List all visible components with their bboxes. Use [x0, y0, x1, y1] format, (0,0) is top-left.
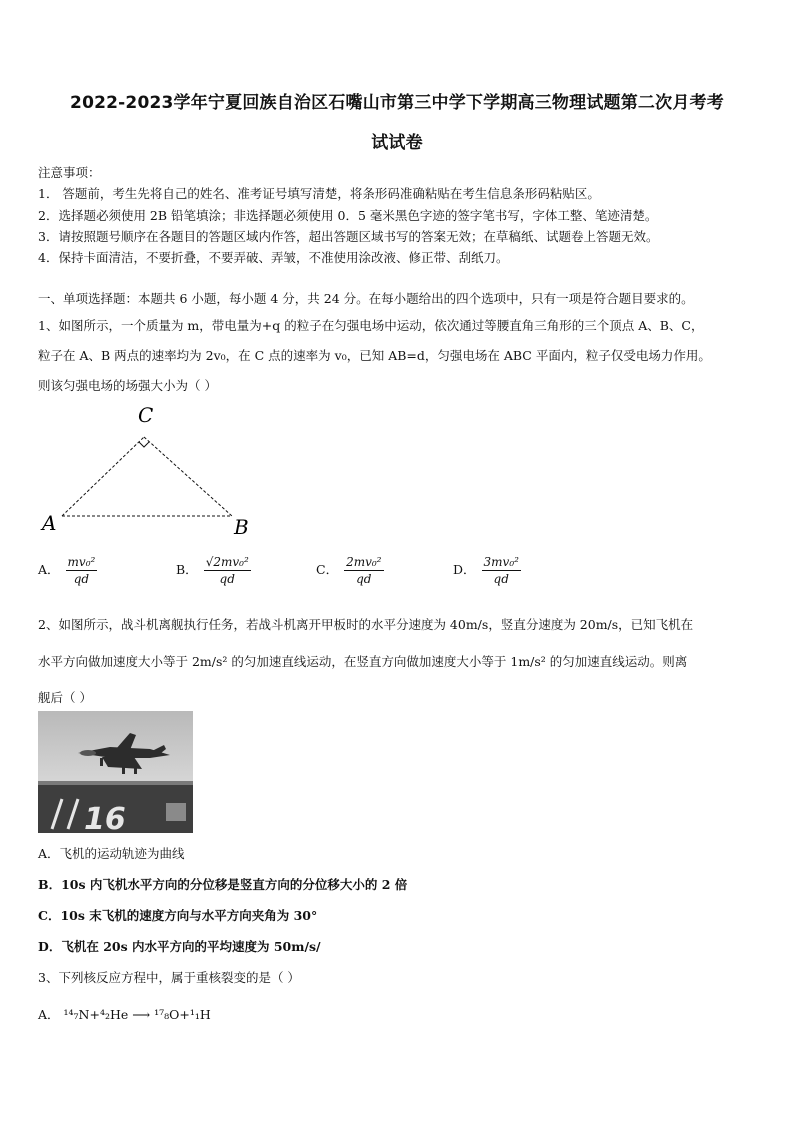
deck-number: 16 — [84, 802, 126, 833]
notice-item-2: 2．选择题必须使用 2B 铅笔填涂；非选择题必须使用 0．5 毫米黑色字迹的签字笔书写，字体工整、笔迹清楚。 — [38, 208, 658, 223]
q2-option-a[interactable]: A．飞机的运动轨迹为曲线 — [38, 846, 185, 861]
q1-option-a-fraction — [66, 555, 98, 586]
notice-heading: 注意事项： — [38, 165, 101, 180]
right-angle-mark — [139, 442, 149, 447]
q1-option-a[interactable] — [38, 555, 97, 586]
q1-option-c-den: qd — [356, 572, 372, 586]
q1-text-line3: 则该匀强电场的场强大小为（ ） — [38, 378, 217, 393]
q1-option-a-num: mv₀² — [67, 555, 96, 569]
q2-text-line1: 2、如图所示，战斗机离舰执行任务，若战斗机离开甲板时的水平分速度为 40m/s，竖直分速度为 20m/s，已知飞机在 — [38, 617, 694, 632]
q1-option-c-num: 2mv₀² — [346, 555, 382, 569]
q1-option-b-den: qd — [219, 572, 235, 586]
q2-option-c[interactable]: C．10s 末飞机的速度方向与水平方向夹角为 30° — [38, 908, 318, 923]
notice-item-1: 1． 答题前，考生先将自己的姓名、准考证号填写清楚，将条形码准确粘贴在考生信息条形码粘贴区。 — [38, 186, 600, 201]
notice-item-4: 4．保持卡面清洁，不要折叠，不要弄破、弄皱，不准使用涂改液、修正带、刮纸刀。 — [38, 250, 509, 265]
q1-option-b[interactable] — [176, 555, 251, 586]
q1-option-d-num: 3mv₀² — [483, 555, 519, 569]
page-title-line1: 2022-2023学年宁夏回族自治区石嘴山市第三中学下学期高三物理试题第二次月考考 — [70, 93, 724, 113]
edge-ac — [62, 437, 144, 516]
q3-text-line1: 3、下列核反应方程中，属于重核裂变的是（ ） — [38, 970, 300, 985]
q1-option-d[interactable] — [453, 555, 521, 586]
q1-option-b-letter: B． — [176, 562, 198, 577]
q1-option-a-den: qd — [73, 572, 90, 586]
q1-option-c-letter: C． — [316, 562, 339, 577]
fighter-jet-photo — [38, 711, 193, 833]
q1-option-d-fraction — [482, 555, 521, 586]
q2-text-line2: 水平方向做加速度大小等于 2m/s² 的匀加速直线运动，在竖直方向做加速度大小等于 1m/s² 的匀加速直线运动。则离 — [38, 654, 688, 669]
section-heading: 一、单项选择题：本题共 6 小题，每小题 4 分，共 24 分。在每小题给出的四个选项中，只有一项是符合题目要求的。 — [38, 291, 694, 306]
edge-cb — [144, 437, 232, 516]
photo-sky — [38, 711, 193, 783]
vertex-label-b: B — [234, 515, 249, 539]
triangle-diagram — [36, 400, 276, 540]
q2-text-line3: 舰后（ ） — [38, 690, 92, 705]
q1-option-c-fraction — [344, 555, 383, 586]
q1-option-d-den: qd — [493, 572, 509, 586]
q1-option-b-num: √2mv₀² — [205, 555, 249, 569]
deck-vehicle — [166, 803, 186, 821]
q1-text-line1: 1、如图所示，一个质量为 m，带电量为+q 的粒子在匀强电场中运动，依次通过等腰直角三角形的三个顶点 A、B、C， — [38, 318, 704, 333]
q2-option-d[interactable]: D．飞机在 20s 内水平方向的平均速度为 50m/s/ — [38, 939, 321, 954]
q1-option-d-letter: D． — [453, 562, 476, 577]
q2-option-b[interactable]: B．10s 内飞机水平方向的分位移是竖直方向的分位移大小的 2 倍 — [38, 877, 408, 892]
jet-nose — [80, 750, 96, 756]
vertex-label-a: A — [42, 511, 57, 535]
vertex-label-c: C — [138, 403, 154, 427]
q1-option-c[interactable] — [316, 555, 384, 586]
q1-text-line2: 粒子在 A、B 两点的速率均为 2v₀，在 C 点的速率为 v₀，已知 AB=d，匀强电场在 ABC 平面内，粒子仅受电场力作用。 — [38, 348, 711, 363]
notice-item-3: 3．请按照题号顺序在各题目的答题区域内作答，超出答题区域书写的答案无效；在草稿纸、试题卷上答题无效。 — [38, 229, 659, 244]
q1-option-b-fraction — [204, 555, 251, 586]
photo-deck-edge — [38, 781, 193, 785]
q1-option-a-letter: A． — [38, 562, 60, 577]
q3-option-a[interactable]: A． ¹⁴₇N+⁴₂He ⟶ ¹⁷₈O+¹₁H — [38, 1007, 211, 1022]
page-title-line2: 试试卷 — [371, 133, 423, 153]
